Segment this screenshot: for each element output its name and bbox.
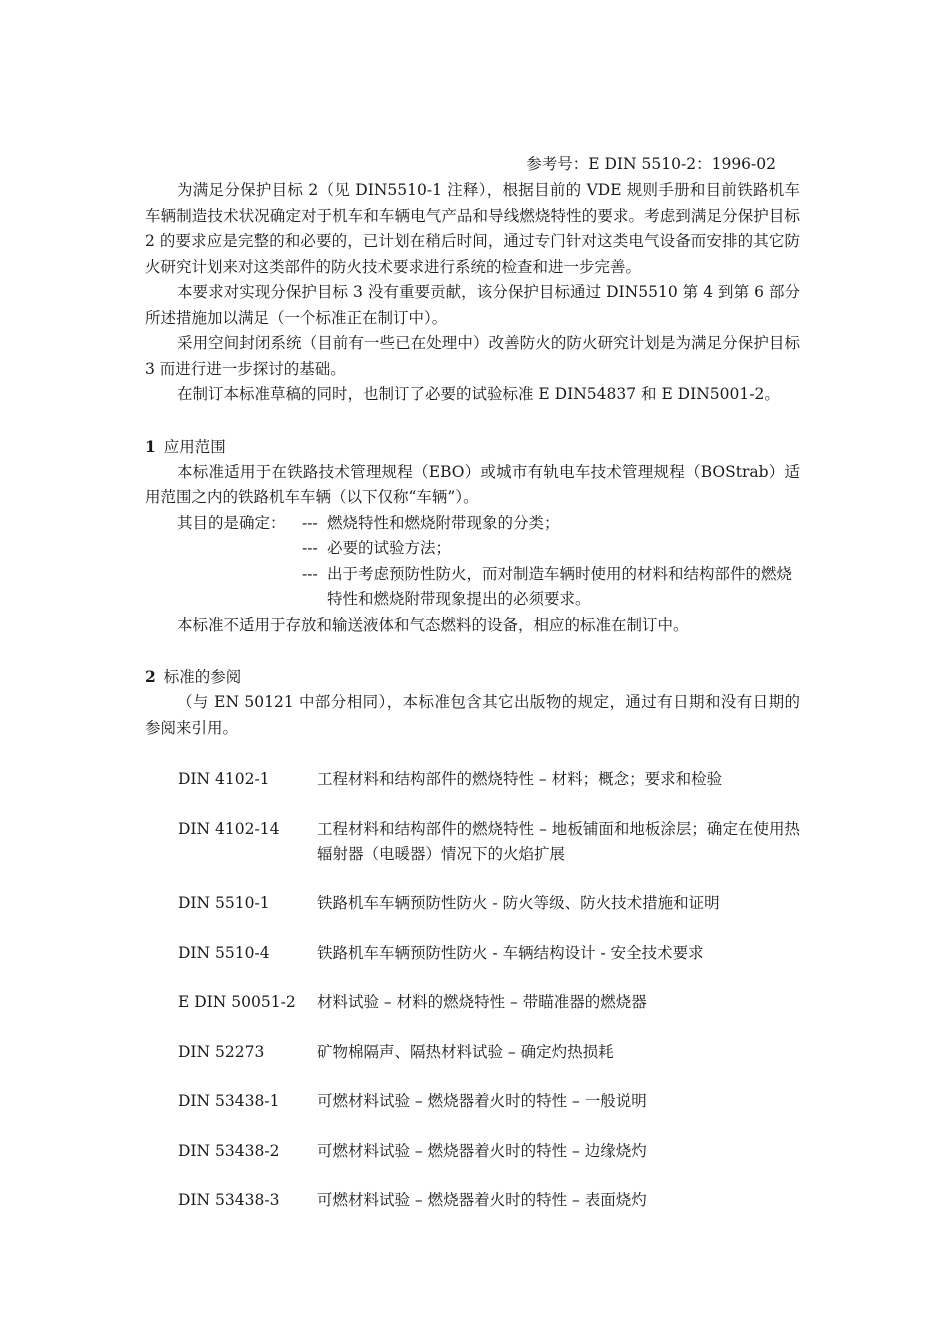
list-item <box>287 511 800 537</box>
dash-marker: --- <box>302 564 318 583</box>
document-page <box>145 150 800 1238</box>
reference-code: DIN 5510-1 <box>178 894 270 912</box>
reference-row <box>178 1139 800 1164</box>
reference-code: DIN 4102-1 <box>178 770 270 788</box>
list-item <box>287 536 800 562</box>
reference-title: 工程材料和结构部件的燃烧特性 – 地板铺面和地板涂层；确定在使用热辐射器（电暖器）情况下的火焰扩展 <box>317 819 800 863</box>
purpose-list <box>145 511 800 613</box>
reference-row <box>178 767 800 792</box>
reference-title: 铁路机车车辆预防性防火 - 防火等级、防火技术措施和证明 <box>317 894 720 912</box>
intro-paragraph: 本要求对实现分保护目标 3 没有重要贡献，该分保护目标通过 DIN5510 第 4 到第 6 部分所述措施加以满足（一个标准正在制订中）。 <box>145 283 800 327</box>
list-item-text: 出于考虑预防性防火，而对制造车辆时使用的材料和结构部件的燃烧特性和燃烧附带现象提出的必须要求。 <box>327 564 793 608</box>
purpose-lead: 其目的是确定： <box>177 513 286 532</box>
reference-row <box>178 891 800 916</box>
references-intro: （与 EN 50121 中部分相同），本标准包含其它出版物的规定，通过有日期和没有日期的参阅来引用。 <box>145 693 800 737</box>
dash-marker: --- <box>302 539 318 557</box>
reference-code: DIN 5510-4 <box>178 943 270 962</box>
section-title: 应用范围 <box>163 437 226 456</box>
reference-row <box>178 1040 800 1065</box>
reference-row <box>178 990 800 1015</box>
reference-code: DIN 53438-3 <box>178 1191 280 1209</box>
reference-number: 参考号：E DIN 5510-2：1996-02 <box>526 155 776 173</box>
reference-title: 铁路机车车辆预防性防火 - 车辆结构设计 - 安全技术要求 <box>317 943 704 962</box>
reference-code: DIN 53438-2 <box>178 1141 280 1160</box>
scope-paragraph: 本标准适用于在铁路技术管理规程（EBO）或城市有轨电车技术管理规程（BOStrab）适用范围之内的铁路机车车辆（以下仅称“车辆”）。 <box>145 462 800 506</box>
intro-paragraph: 为满足分保护目标 2（见 DIN5510-1 注释），根据目前的 VDE 规则手册和目前铁路机车车辆制造技术状况确定对于机车和车辆电气产品和导线燃烧特性的要求。考虑到满足分保护目标 2 的要求应是完整的和必要的，已计划在稍后时间，通过专门针对这类电气设备而安排的其它防火研究计划来对这类部件的防火技术要求进行系统的检查和进一步完善。 <box>145 181 800 276</box>
reference-code: DIN 4102-14 <box>178 819 280 838</box>
intro-paragraph: 在制订本标准草稿的同时，也制订了必要的试验标准 E DIN54837 和 E DIN5001-2。 <box>177 385 780 403</box>
reference-row <box>178 817 800 867</box>
list-item-text: 必要的试验方法； <box>327 539 452 557</box>
section-number: 2 <box>145 667 156 686</box>
section-title: 标准的参阅 <box>163 668 242 686</box>
reference-code: E DIN 50051-2 <box>178 993 296 1011</box>
reference-code: DIN 53438-1 <box>178 1092 280 1110</box>
reference-title: 可燃材料试验 – 燃烧器着火时的特性 – 一般说明 <box>317 1092 647 1110</box>
list-item <box>287 562 800 613</box>
reference-list <box>145 767 800 1213</box>
reference-title: 矿物棉隔声、隔热材料试验 – 确定灼热损耗 <box>317 1042 614 1061</box>
exclusion-paragraph: 本标准不适用于存放和输送液体和气态燃料的设备，相应的标准在制订中。 <box>177 615 689 634</box>
dash-marker: --- <box>302 513 318 532</box>
reference-title: 材料试验 – 材料的燃烧特性 – 带瞄准器的燃烧器 <box>317 993 647 1011</box>
reference-title: 可燃材料试验 – 燃烧器着火时的特性 – 表面烧灼 <box>317 1191 647 1209</box>
section-2-heading <box>145 663 800 690</box>
section-number: 1 <box>145 436 156 456</box>
section-1-heading <box>145 433 800 460</box>
reference-row <box>178 1089 800 1114</box>
reference-row <box>178 941 800 966</box>
intro-paragraph: 采用空间封闭系统（目前有一些已在处理中）改善防火的防火研究计划是为满足分保护目标 3 而进行进一步探讨的基础。 <box>145 334 800 378</box>
list-item-text: 燃烧特性和燃烧附带现象的分类； <box>327 513 560 532</box>
reference-code: DIN 52273 <box>178 1042 265 1061</box>
reference-title: 可燃材料试验 – 燃烧器着火时的特性 – 边缘烧灼 <box>317 1141 647 1160</box>
reference-row <box>178 1188 800 1213</box>
reference-title: 工程材料和结构部件的燃烧特性 – 材料；概念；要求和检验 <box>317 770 723 788</box>
